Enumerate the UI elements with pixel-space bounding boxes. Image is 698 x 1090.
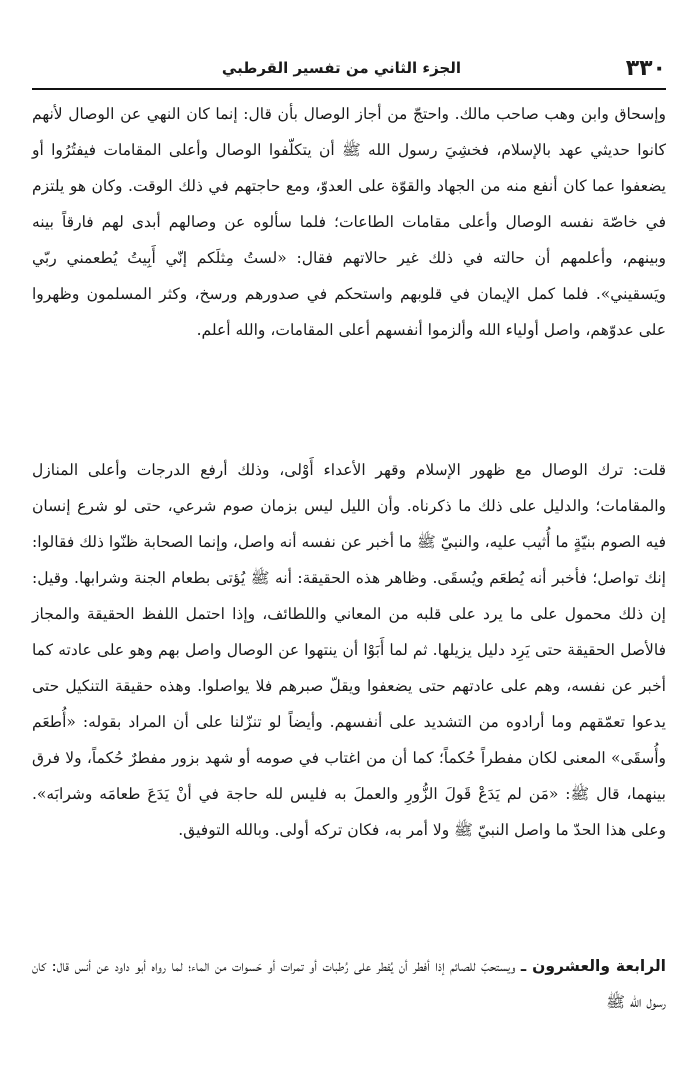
page-header (32, 56, 666, 88)
book-page (32, 0, 666, 1090)
paragraph-2: قلت: ترك الوصال مع ظهور الإسلام وقهر الأعداء أَوْلى، وذلك أرفع الدرجات وأعلى المنازل والمقامات؛ والدليل على ذلك ما ذكرناه. وأن الليل ليس بزمان صوم شرعي، حتى لو شرع إنسان فيه الصوم بنيّةٍ ما أُثيب عليه، والنبيّ ﷺ ما أخبر عن نفسه أنه واصل، وإنما الصحابة ظنّوا ذلك فقالوا: إنك تواصل؛ فأخبر أنه يُطعَم ويُسقَى. وظاهر هذه الحقيقة: أنه ﷺ يُؤتى بطعام الجنة وشرابها. وقيل: إن ذلك محمول على ما يرد على قلبه من المعاني واللطائف، وإذا احتمل اللفظ الحقيقة والمجاز فالأصل الحقيقة حتى يَرِد دليل يزيلها. ثم لما أَبَوْا أن ينتهوا عن الوصال واصل بهم وهو على عادته كما أخبر عن نفسه، وهم على عادتهم حتى يضعفوا ويقلّ صبرهم فلا يواصلوا. وهذه حقيقة التنكيل حتى يدعوا تعمّقهم وما أرادوه من التشديد على أنفسهم. وأيضاً لو تنزّلنا على أن المراد بقوله: «أُطعَم وأُسقَى» المعنى لكان مفطراً حُكماً؛ كما أن من اغتاب في صومه أو شهد بزور مفطرٌ حُكماً، ولا فرق بينهما، قال ﷺ: «مَن لم يَدَعْ قَولَ الزُّورِ والعملَ به فليس لله حاجة في أنْ يَدَعَ طعامَه وشرابَه». وعلى هذا الحدّ ما واصل النبيّ ﷺ ولا أمر به، فكان تركه أولى. وبالله التوفيق. (32, 461, 666, 839)
header-rule (32, 88, 666, 90)
page-number: ٣٣٠ (625, 56, 666, 81)
paragraph-1: وإسحاق وابن وهب صاحب مالك. واحتجّ من أجاز الوصال بأن قال: إنما كان النهي عن الوصال لأنهم كانوا حديثي عهد بالإسلام، فخشِيَ رسول الله ﷺ أن يتكلّفوا الوصال وأعلى المقامات فيفتُرُوا أو يضعفوا عما كان أنفع منه من الجهاد والقوّة على العدوّ، ومع حاجتهم في ذلك الوقت. وكان هو يلتزم في خاصّة نفسه الوصال وأعلى مقامات الطاعات؛ فلما سألوه عن وصالهم أبدى لهم فارقاً بينه وبينهم، وأعلمهم أن حالته في ذلك غير حالاتهم فقال: «لستُ مِثلَكم إنّي أَبِيتُ يُطعمني ربّي ويَسقيني». فلما كمل الإيمان في قلوبهم واستحكم في صدورهم ورسخ، وكثر المسلمون وظهروا على عدوّهم، واصل أولياء الله وألزموا أنفسهم أعلى المقامات، والله أعلم. (32, 105, 666, 339)
paragraph-3-text: ويستحبّ للصائم إذا أفطر أن يُفطر على رُطبات أو تمرات أو حَسوات من الماء؛ لما رواه أبو داود عن أنس قال: كان رسول الله ﷺ (32, 957, 666, 1011)
running-title: الجزء الثاني من تفسير القرطبي (221, 59, 461, 77)
section-heading: الرابعة والعشرون ـ (520, 957, 666, 975)
paragraph-3 (32, 948, 666, 1020)
